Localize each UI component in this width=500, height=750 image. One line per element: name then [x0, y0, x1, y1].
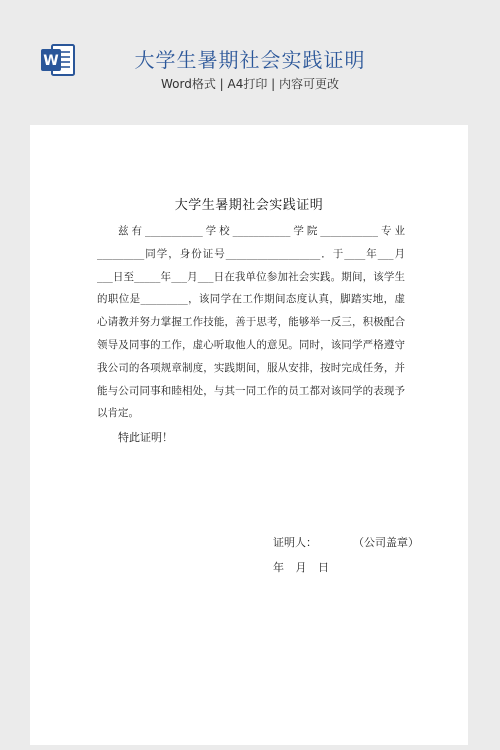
document-page: [30, 125, 468, 745]
page-title: 大学生暑期社会实践证明: [134, 48, 366, 72]
page-subtitle: Word格式 | A4打印 | 内容可更改: [160, 77, 340, 91]
document-body: [97, 220, 405, 425]
seal-label: （公司盖章）: [353, 536, 419, 549]
date-line: 年 月 日: [273, 561, 329, 574]
closing-remark: 特此证明！: [118, 431, 173, 444]
signature-label: 证明人：: [273, 536, 317, 549]
document-title: 大学生暑期社会实践证明: [174, 198, 324, 213]
word-icon-letter: W: [43, 53, 59, 69]
page-header: [0, 0, 500, 110]
document-paragraph: 兹有___________学校___________学院___________专业_________同学，身份证号__________________．于____年___月___日至_____年___月___日在我单位参加社会实践。期间，该学生的职位是_________，该同学在工作期间态度认真，脚踏实地，虚心请教并努力掌握工作技能，善于思考，能够举一反三，积极配合领导及同事的工作，虚心听取他人的意见。同时，该同学严格遵守我公司的各项规章制度，实践期间，服从安排，按时完成任务，并能与公司同事和睦相处，与其一同工作的员工都对该同学的表现予以肯定。: [97, 225, 405, 420]
